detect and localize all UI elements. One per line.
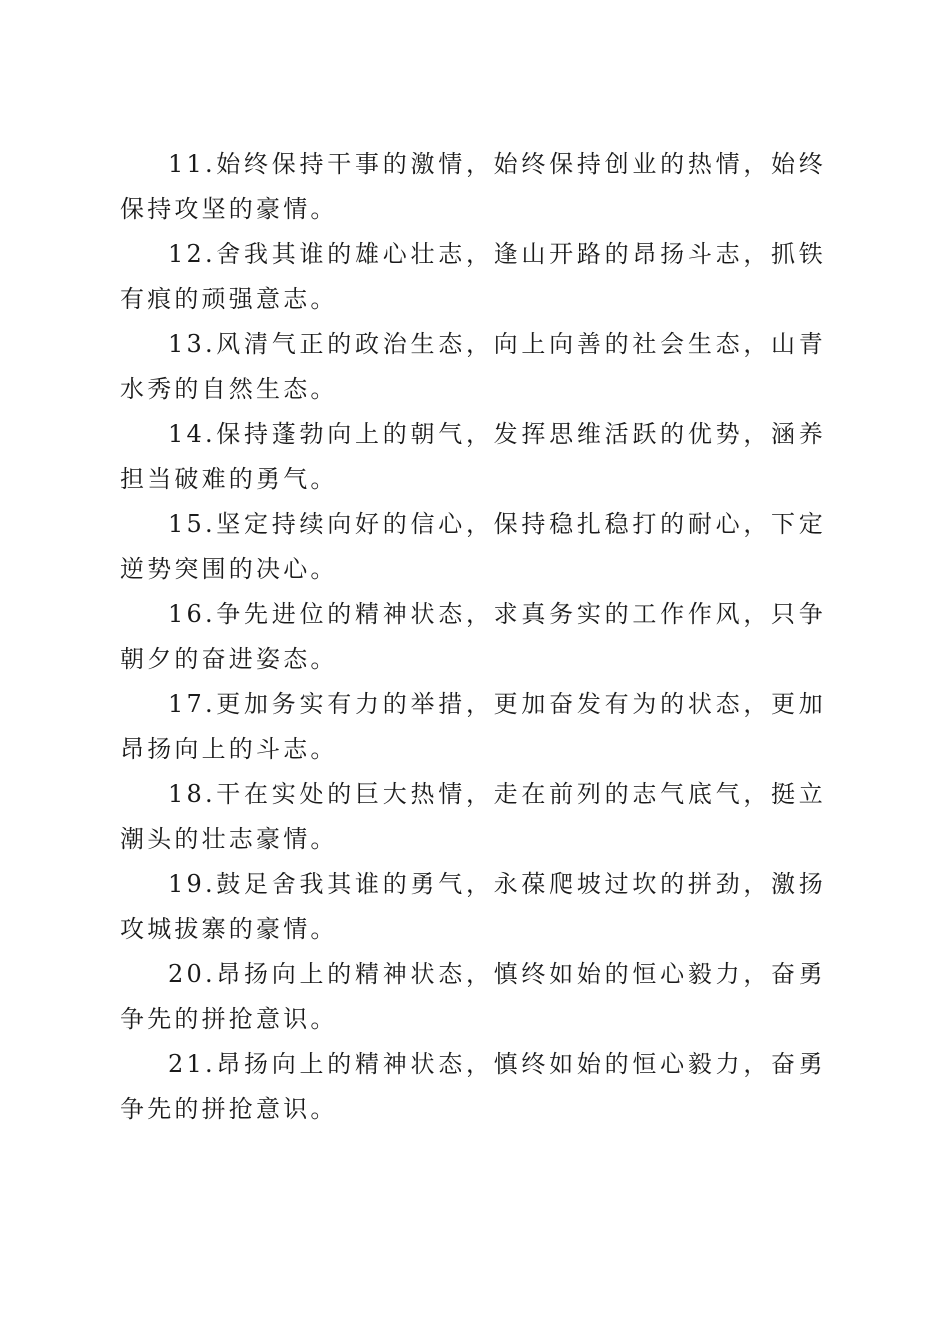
paragraph-18: 18.干在实处的巨大热情，走在前列的志气底气，挺立潮头的壮志豪情。	[120, 780, 826, 853]
paragraph-19: 19.鼓足舍我其谁的勇气，永葆爬坡过坎的拼劲，激扬攻城拔寨的豪情。	[120, 870, 826, 943]
paragraph-11: 11.始终保持干事的激情，始终保持创业的热情，始终保持攻坚的豪情。	[120, 150, 826, 223]
document-body	[120, 142, 826, 1132]
paragraph-21: 21.昂扬向上的精神状态，慎终如始的恒心毅力，奋勇争先的拼抢意识。	[120, 1050, 826, 1123]
paragraph-20: 20.昂扬向上的精神状态，慎终如始的恒心毅力，奋勇争先的拼抢意识。	[120, 960, 826, 1033]
paragraph-14: 14.保持蓬勃向上的朝气，发挥思维活跃的优势，涵养担当破难的勇气。	[120, 420, 826, 493]
paragraph-17: 17.更加务实有力的举措，更加奋发有为的状态，更加昂扬向上的斗志。	[120, 690, 826, 763]
paragraph-13: 13.风清气正的政治生态，向上向善的社会生态，山青水秀的自然生态。	[120, 330, 826, 403]
paragraph-12: 12.舍我其谁的雄心壮志，逢山开路的昂扬斗志，抓铁有痕的顽强意志。	[120, 240, 826, 313]
paragraph-15: 15.坚定持续向好的信心，保持稳扎稳打的耐心，下定逆势突围的决心。	[120, 510, 826, 583]
paragraph-16: 16.争先进位的精神状态，求真务实的工作作风，只争朝夕的奋进姿态。	[120, 600, 826, 673]
